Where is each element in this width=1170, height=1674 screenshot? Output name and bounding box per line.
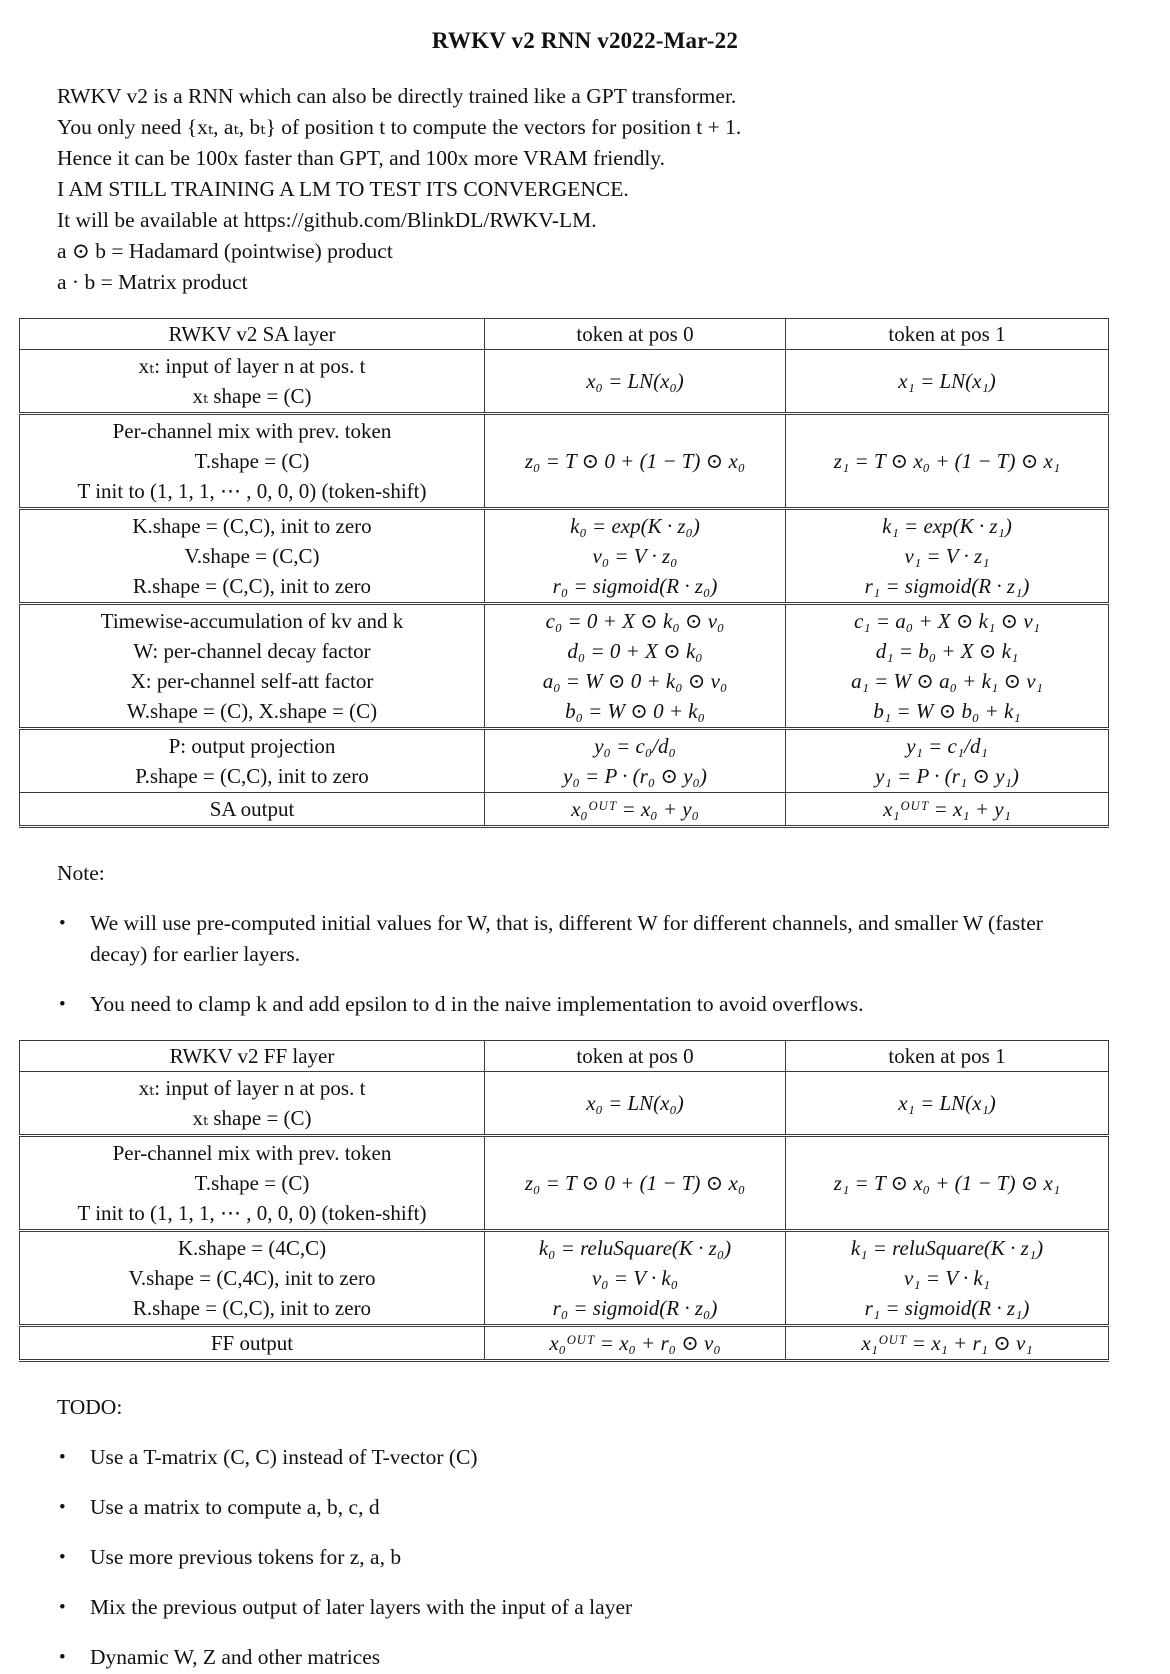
header-cell-text: RWKV v2 SA layer [168,322,336,346]
list-item [57,989,1057,1020]
intro-line: Hence it can be 100x faster than GPT, and 100x more VRAM friendly. [57,146,666,170]
formula-line: x₀ = LN(x₀) [586,1091,684,1115]
sa-row-kvr [20,509,1109,604]
formula-line: x₁ᴼᵁᵀ = x₁ + r₁ ⊙ v₁ [861,1331,1033,1355]
formula-line: k₁ = exp(K · z₁) [882,514,1012,538]
todo-bullet-text: Use a T-matrix (C, C) instead of T-vector (C) [90,1445,478,1469]
formula-line: a₀ = W ⊙ 0 + k₀ ⊙ v₀ [542,669,728,693]
label-cell [20,1326,485,1361]
intro-paragraph [57,81,1170,298]
formula-cell-pos0 [485,1231,786,1326]
todo-bullet-text: Mix the previous output of later layers with the input of a layer [90,1595,633,1619]
bullet-marker-icon: • [59,913,66,934]
label-cell [20,1136,485,1231]
formula-line: x₀ᴼᵁᵀ = x₀ + r₀ ⊙ v₀ [549,1331,721,1355]
page-title: RWKV v2 RNN v2022-Mar-22 [431,28,739,53]
label-line: W.shape = (C), X.shape = (C) [126,699,378,723]
header-cell-text: token at pos 1 [888,322,1006,346]
label-line: T.shape = (C) [194,449,310,473]
list-item [57,1542,1057,1573]
formula-cell-pos1 [786,1326,1109,1361]
label-cell [20,350,485,414]
formula-line: y₁ = c₁/d₁ [906,734,988,758]
list-item [57,908,1057,970]
formula-line: k₁ = reluSquare(K · z₁) [850,1236,1044,1260]
bullet-marker-icon: • [59,1547,66,1568]
label-line: X: per-channel self-att factor [130,669,374,693]
formula-line: y₁ = P · (r₁ ⊙ y₁) [875,764,1019,788]
header-cell-text: token at pos 1 [888,1044,1006,1068]
label-line: Per-channel mix with prev. token [112,419,392,443]
ff-header-pos0 [485,1041,786,1072]
formula-cell-pos0 [485,729,786,793]
label-line: FF output [210,1331,294,1355]
ff-row-kvr [20,1231,1109,1326]
bullet-marker-icon: • [59,1497,66,1518]
sa-row-output [20,793,1109,827]
formula-line: r₁ = sigmoid(R · z₁) [864,574,1030,598]
todo-heading: TODO: [57,1395,123,1419]
formula-line: r₀ = sigmoid(R · z₀) [552,574,718,598]
label-line: xₜ: input of layer n at pos. t [138,1076,366,1100]
header-cell-text: RWKV v2 FF layer [169,1044,335,1068]
formula-line: z₀ = T ⊙ 0 + (1 − T) ⊙ x₀ [524,449,746,473]
formula-line: v₀ = V · k₀ [591,1266,679,1290]
sa-header-pos0 [485,319,786,350]
ff-header-layer [20,1041,485,1072]
intro-line-matrix-def: a · b = Matrix product [57,270,248,294]
label-line: Timewise-accumulation of kv and k [100,609,404,633]
sa-layer-table [19,318,1109,828]
formula-line: x₀ᴼᵁᵀ = x₀ + y₀ [571,797,699,821]
label-line: P.shape = (C,C), init to zero [135,764,369,788]
intro-line-repo-url: It will be available at https://github.com/BlinkDL/RWKV-LM. [57,208,597,232]
ff-table-header-row [20,1041,1109,1072]
formula-line: x₁ᴼᵁᵀ = x₁ + y₁ [883,797,1011,821]
formula-line: c₁ = a₀ + X ⊙ k₁ ⊙ v₁ [853,609,1041,633]
sa-row-token-shift [20,414,1109,509]
label-line: V.shape = (C,4C), init to zero [128,1266,376,1290]
formula-cell-pos1 [786,414,1109,509]
label-cell [20,729,485,793]
formula-line: d₀ = 0 + X ⊙ k₀ [567,639,703,663]
label-line: T init to (1, 1, 1, ⋯ , 0, 0, 0) (token-shift) [77,479,427,503]
formula-cell-pos0 [485,350,786,414]
label-line: K.shape = (C,C), init to zero [132,514,372,538]
formula-line: b₁ = W ⊙ b₀ + k₁ [873,699,1021,723]
header-cell-text: token at pos 0 [576,322,694,346]
list-item [57,1492,1057,1523]
note-list [0,908,1057,1020]
ff-row-input [20,1072,1109,1136]
label-cell [20,1231,485,1326]
formula-line: b₀ = W ⊙ 0 + k₀ [565,699,705,723]
formula-cell-pos0 [485,414,786,509]
formula-cell-pos1 [786,509,1109,604]
formula-line: k₀ = reluSquare(K · z₀) [538,1236,732,1260]
label-cell [20,1072,485,1136]
label-line: K.shape = (4C,C) [177,1236,327,1260]
formula-line: d₁ = b₀ + X ⊙ k₁ [875,639,1019,663]
list-item [57,1442,1057,1473]
formula-cell-pos0 [485,793,786,827]
todo-bullet-text: Dynamic W, Z and other matrices [90,1645,381,1669]
formula-cell-pos0 [485,1072,786,1136]
ff-row-output [20,1326,1109,1361]
sa-header-pos1 [786,319,1109,350]
ff-layer-table [19,1040,1109,1362]
formula-cell-pos1 [786,604,1109,729]
formula-line: x₁ = LN(x₁) [898,369,996,393]
label-cell [20,509,485,604]
label-line: Per-channel mix with prev. token [112,1141,392,1165]
todo-bullet-text: Use more previous tokens for z, a, b [90,1545,402,1569]
formula-line: y₀ = c₀/d₀ [594,734,676,758]
label-line: V.shape = (C,C) [184,544,320,568]
ff-row-token-shift [20,1136,1109,1231]
list-item [57,1592,1057,1623]
intro-line-hadamard-def: a ⊙ b = Hadamard (pointwise) product [57,239,393,263]
formula-line: r₀ = sigmoid(R · z₀) [552,1296,718,1320]
formula-line: r₁ = sigmoid(R · z₁) [864,1296,1030,1320]
label-line: xₜ: input of layer n at pos. t [138,354,366,378]
label-line: T.shape = (C) [194,1171,310,1195]
formula-cell-pos1 [786,729,1109,793]
formula-cell-pos0 [485,604,786,729]
formula-cell-pos1 [786,1136,1109,1231]
formula-cell-pos1 [786,1231,1109,1326]
note-bullet-text: You need to clamp k and add epsilon to d in the naive implementation to avoid overflows. [90,992,864,1016]
label-cell [20,793,485,827]
bullet-marker-icon: • [59,1647,66,1668]
formula-line: z₁ = T ⊙ x₀ + (1 − T) ⊙ x₁ [833,449,1061,473]
note-bullet-text: We will use pre-computed initial values for W, that is, different W for different channels, and smaller W (faster decay) for earlier layers. [90,911,1043,966]
formula-line: v₀ = V · z₀ [592,544,678,568]
label-line: R.shape = (C,C), init to zero [132,574,372,598]
formula-cell-pos0 [485,1136,786,1231]
sa-row-projection [20,729,1109,793]
label-cell [20,604,485,729]
formula-line: v₁ = V · z₁ [904,544,990,568]
bullet-marker-icon: • [59,994,66,1015]
formula-line: c₀ = 0 + X ⊙ k₀ ⊙ v₀ [545,609,725,633]
label-line: xₜ shape = (C) [192,384,312,408]
sa-table-header-row [20,319,1109,350]
formula-line: a₁ = W ⊙ a₀ + k₁ ⊙ v₁ [851,669,1043,693]
formula-line: k₀ = exp(K · z₀) [570,514,700,538]
formula-line: z₁ = T ⊙ x₀ + (1 − T) ⊙ x₁ [833,1171,1061,1195]
formula-line: x₀ = LN(x₀) [586,369,684,393]
ff-header-pos1 [786,1041,1109,1072]
label-line: P: output projection [168,734,336,758]
intro-line: You only need {xₜ, aₜ, bₜ} of position t to compute the vectors for position t + 1. [57,115,742,139]
formula-line: y₀ = P · (r₀ ⊙ y₀) [563,764,707,788]
bullet-marker-icon: • [59,1447,66,1468]
bullet-marker-icon: • [59,1597,66,1618]
label-line: T init to (1, 1, 1, ⋯ , 0, 0, 0) (token-shift) [77,1201,427,1225]
intro-line: RWKV v2 is a RNN which can also be directly trained like a GPT transformer. [57,84,737,108]
todo-bullet-text: Use a matrix to compute a, b, c, d [90,1495,380,1519]
list-item [57,1642,1057,1673]
todo-list [0,1442,1057,1673]
label-line: xₜ shape = (C) [192,1106,312,1130]
formula-cell-pos1 [786,350,1109,414]
formula-cell-pos0 [485,509,786,604]
sa-row-input [20,350,1109,414]
sa-row-accumulation [20,604,1109,729]
formula-cell-pos0 [485,1326,786,1361]
header-cell-text: token at pos 0 [576,1044,694,1068]
label-line: R.shape = (C,C), init to zero [132,1296,372,1320]
sa-header-layer [20,319,485,350]
formula-cell-pos1 [786,1072,1109,1136]
intro-line: I AM STILL TRAINING A LM TO TEST ITS CONVERGENCE. [57,177,629,201]
note-heading: Note: [57,861,105,885]
formula-line: z₀ = T ⊙ 0 + (1 − T) ⊙ x₀ [524,1171,746,1195]
label-line: SA output [209,797,295,821]
formula-line: v₁ = V · k₁ [903,1266,991,1290]
label-line: W: per-channel decay factor [133,639,371,663]
label-cell [20,414,485,509]
formula-cell-pos1 [786,793,1109,827]
formula-line: x₁ = LN(x₁) [898,1091,996,1115]
